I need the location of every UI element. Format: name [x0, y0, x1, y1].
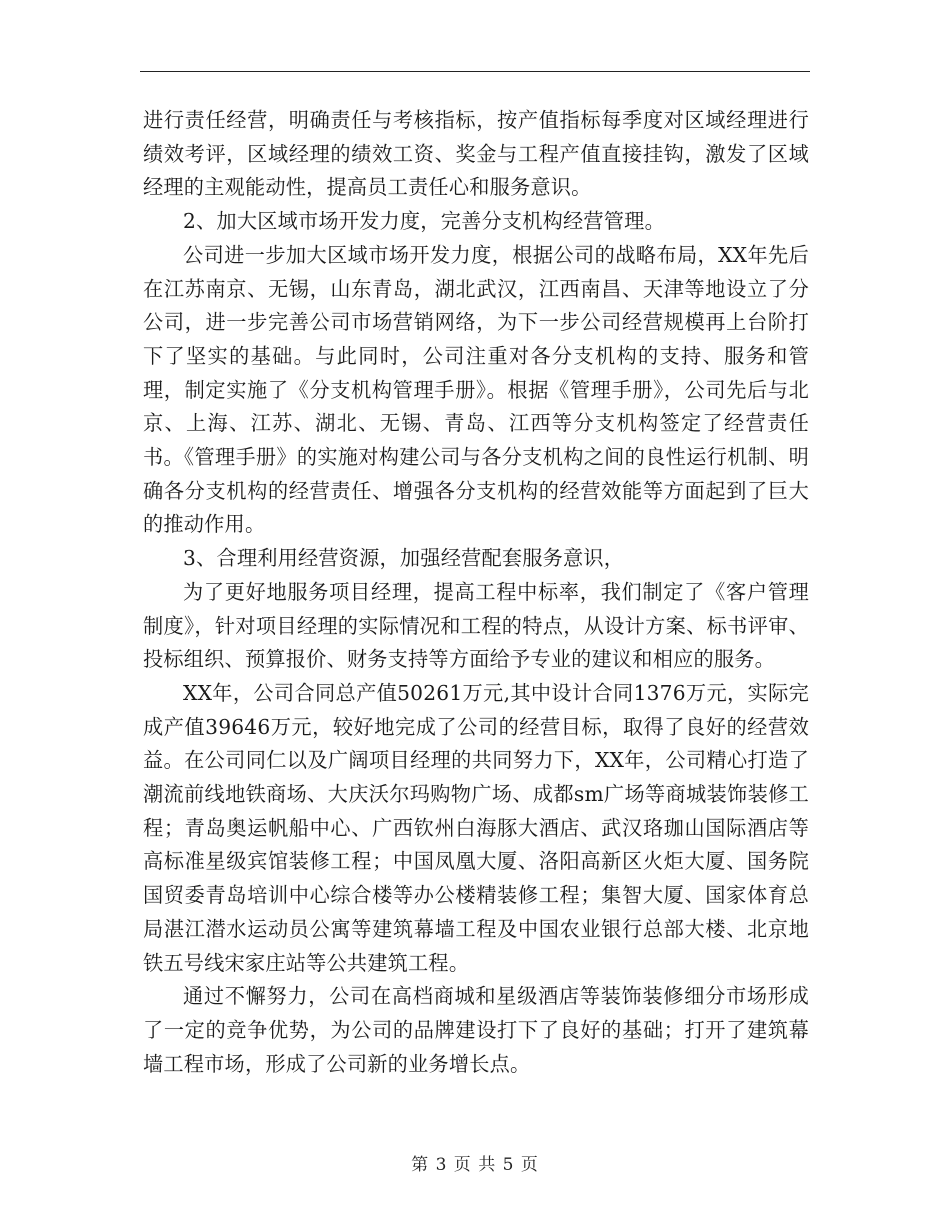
paragraph-competitive-advantage: 通过不懈努力，公司在高档商城和星级酒店等装饰装修细分市场形成了一定的竞争优势，为公司的品牌建设打下了良好的基础；打开了建筑幕墙工程市场，形成了公司新的业务增长点。: [143, 984, 809, 1076]
paragraph-client-management: 为了更好地服务项目经理，提高工程中标率，我们制定了《客户管理制度》，针对项目经理的实际情况和工程的特点，从设计方案、标书评审、投标组织、预算报价、财务支持等方面给予专业的建议和相应的服务。: [143, 579, 809, 672]
document-body: [143, 104, 809, 1081]
header-divider: [140, 71, 810, 72]
section-heading-3: 3、合理利用经营资源，加强经营配套服务意识，: [183, 546, 625, 571]
paragraph-continuation: 进行责任经营，明确责任与考核指标，按产值指标每季度对区域经理进行绩效考评，区域经理的绩效工资、奖金与工程产值直接挂钩，激发了区域经理的主观能动性，提高员工责任心和服务意识。: [143, 108, 809, 200]
section-heading-2: 2、加大区域市场开发力度，完善分支机构经营管理。: [183, 209, 665, 234]
page-number-footer: 第 3 页 共 5 页: [411, 1155, 539, 1175]
paragraph-branch-expansion: 公司进一步加大区域市场开发力度，根据公司的战略布局，XX年先后在江苏南京、无锡，山东青岛，湖北武汉，江西南昌、天津等地设立了分公司，进一步完善公司市场营销网络，为下一步公司经营规模再上台阶打下了坚实的基础。与此同时，公司注重对各分支机构的支持、服务和管理，制定实施了《分支机构管理手册》。根据《管理手册》，公司先后与北京、上海、江苏、湖北、无锡、青岛、江西等分支机构签定了经营责任书。《管理手册》的实施对构建公司与各分支机构之间的良性运行机制、明确各分支机构的经营责任、增强各分支机构的经营效能等方面起到了巨大的推动作用。: [143, 242, 809, 537]
paragraph-annual-results: XX年，公司合同总产值50261万元,其中设计合同1376万元，实际完成产值39646万元，较好地完成了公司的经营目标，取得了良好的经营效益。在公司同仁以及广阔项目经理的共同努力下，XX年，公司精心打造了潮流前线地铁商场、大庆沃尔玛购物广场、成都sm广场等商城装饰装修工程；青岛奥运帆船中心、广西钦州白海豚大酒店、武汉珞珈山国际酒店等高标准星级宾馆装修工程；中国凤凰大厦、洛阳高新区火炬大厦、国务院国贸委青岛培训中心综合楼等办公楼精装修工程；集智大厦、国家体育总局湛江潜水运动员公寓等建筑幕墙工程及中国农业银行总部大楼、北京地铁五号线宋家庄站等公共建筑工程。: [143, 680, 809, 975]
